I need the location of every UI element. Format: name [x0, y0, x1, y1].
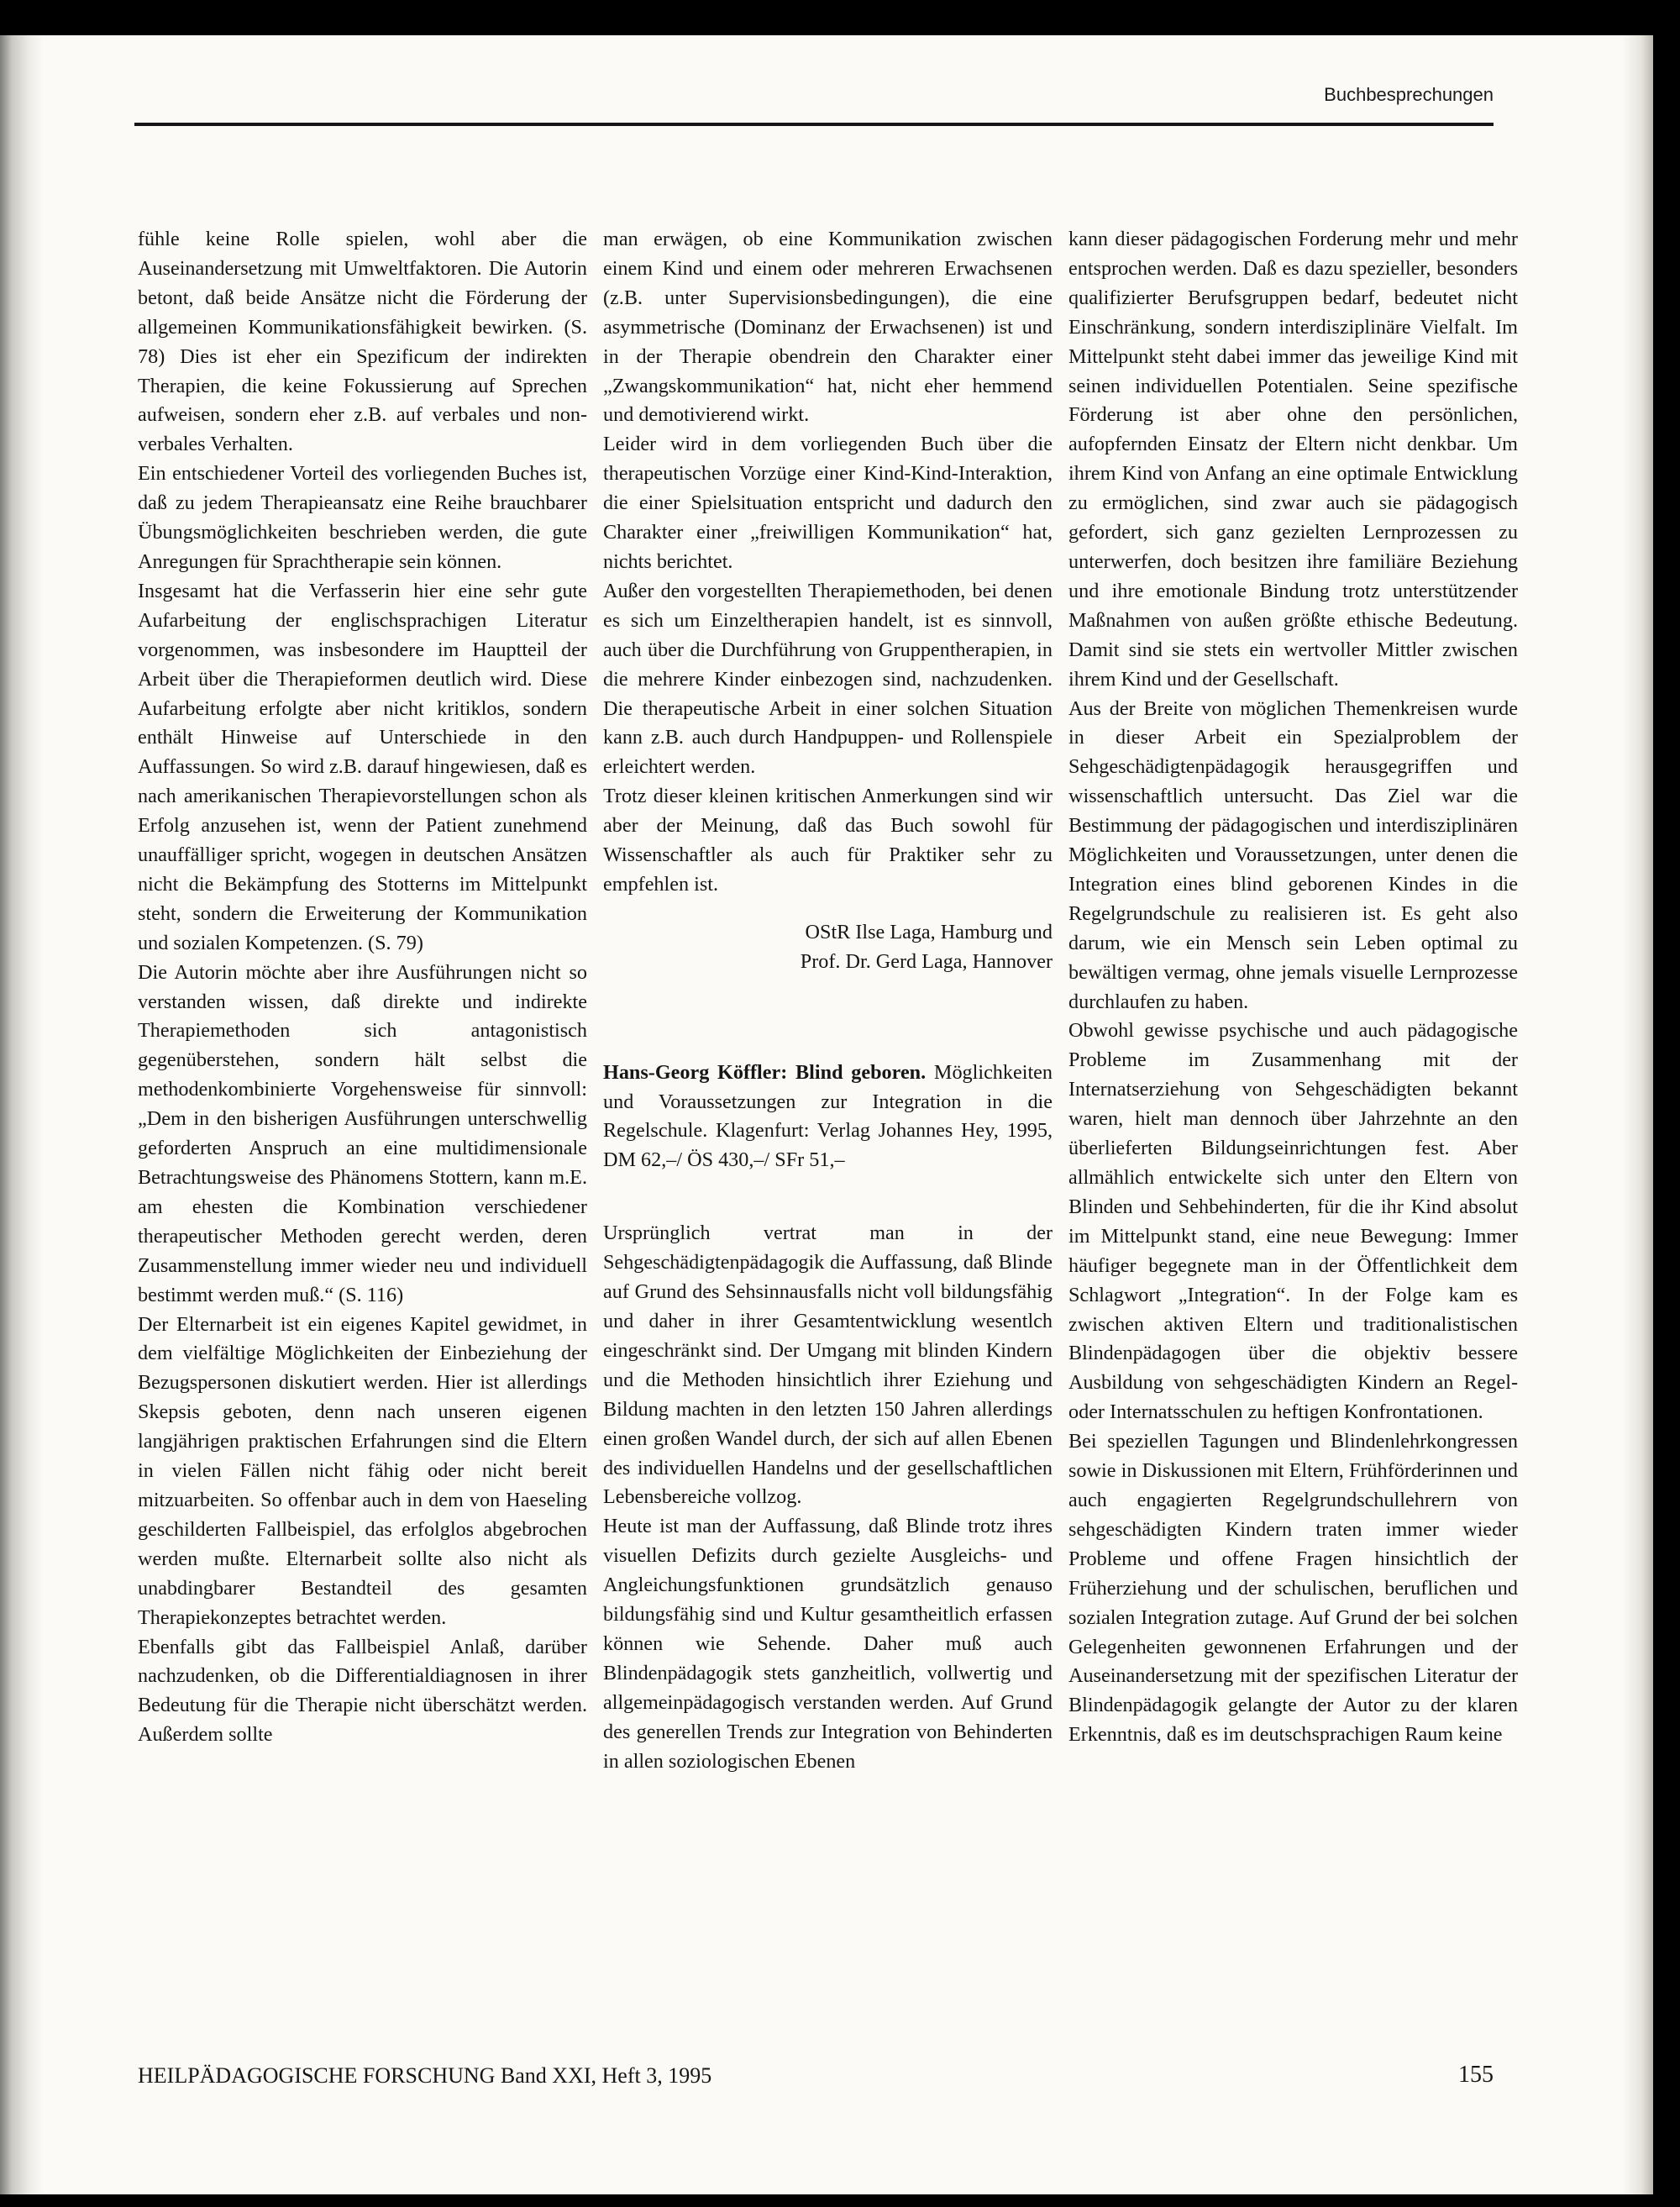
- paragraph: kann dieser pädagogischen Forderung mehr und mehr entsprochen werden. Daß es dazu spezieller, besonders qualifizierter Berufsgruppen bedarf, bedeutet nicht Einschränkung, sondern interdisziplinäre Vielfalt. Im Mittelpunkt steht dabei immer das jeweilige Kind mit seinen individuellen Potentialen. Seine spezifische Förderung ist aber ohne den persönlichen, aufopfernden Einsatz der Eltern nicht denkbar. Um ihrem Kind von Anfang an eine optimale Entwicklung zu ermöglichen, sind zwar auch sie pädagogisch gefordert, sich ganz gezielten Lernprozessen zu unterwerfen, doch besitzen ihre familiäre Beziehung und ihre emotionale Bindung trotz unterstützender Maßnahmen von außen größte ethische Bedeutung. Damit sind sie stets ein wertvoller Mittler zwischen ihrem Kind und der Gesellschaft.: [1068, 228, 1518, 691]
- journal-footer: HEILPÄDAGOGISCHE FORSCHUNG Band XXI, Heft 3, 1995: [138, 2063, 712, 2088]
- running-head: Buchbesprechungen: [1324, 84, 1494, 105]
- paragraph: Die Autorin möchte aber ihre Ausführungen nicht so verstanden wissen, daß direkte und indirekte Therapiemethoden sich antagonistisch gegenüberstehen, sondern hält selbst die methodenkombinierte Vorgehensweise für sinnvoll: „Dem in den bisherigen Ausführungen unterschwellig geforderten Anspruch an eine multidimensionale Betrachtungsweise des Phänomens Stottern, kann m.E. am ehesten die Kombination verschiedener therapeutischer Methoden gerecht werden, deren Zusammenstellung immer wieder neu und individuell bestimmt werden muß.“ (S. 116): [138, 960, 587, 1306]
- paragraph: man erwägen, ob eine Kommunikation zwischen einem Kind und einem oder mehreren Erwachsenen (z.B. unter Supervisionsbedingungen), die eine asymmetrische (Dominanz der Erwachsenen) ist und in der Therapie obendrein den Charakter einer „Zwangskommunikation“ hat, nicht eher hemmend und demotivierend wirkt.: [603, 228, 1053, 427]
- review-citation: Möglichkeiten und Voraussetzungen zur Integration in die Regelschule. Klagenfurt: Verlag Johannes Hey, 1995, DM 62,–/ ÖS 430,–/ SFr 51,–: [603, 1060, 1053, 1172]
- paragraph: Der Elternarbeit ist ein eigenes Kapitel gewidmet, in dem vielfältige Möglichkeiten der Einbeziehung der Bezugspersonen diskutiert werden. Hier ist allerdings Skepsis geboten, denn nach unseren eigenen langjährigen praktischen Erfahrungen sind die Eltern in vielen Fällen nicht fähig oder nicht bereit mitzuarbeiten. So offenbar auch in dem von Haeseling geschilderten Fallbeispiel, das erfolglos abgebrochen werden mußte. Elternarbeit sollte also nicht als unabdingbarer Bestandteil des gesamten Therapiekonzeptes betrachtet werden.: [138, 1312, 587, 1629]
- paragraph: fühle keine Rolle spielen, wohl aber die Auseinandersetzung mit Umweltfaktoren. Die Autorin betont, daß beide Ansätze nicht die Förderung der allgemeinen Kommunikationsfähigkeit bewirken. (S. 78) Dies ist eher ein Spezificum der indirekten Therapien, die keine Fokussierung auf Sprechen aufweisen, sondern eher z.B. auf verbales und non-verbales Verhalten.: [138, 228, 587, 456]
- paragraph: Insgesamt hat die Verfasserin hier eine sehr gute Aufarbeitung der englischsprachigen Literatur vorgenommen, was insbesondere im Hauptteil der Arbeit über die Therapieformen deutlich wird. Diese Aufarbeitung erfolgte aber nicht kritiklos, sondern enthält Hinweise auf Unterschiede in den Auffassungen. So wird z.B. darauf hingewiesen, daß es nach amerikanischen Therapievorstellungen schon als Erfolg anzusehen ist, wenn der Patient zunehmend unauffälliger spricht, wogegen in deutschen Ansätzen nicht die Bekämpfung des Stotterns im Mittelpunkt steht, sondern die Erweiterung der Kommunikation und sozialen Kompetenzen. (S. 79): [138, 579, 587, 954]
- paragraph: Außer den vorgestellten Therapiemethoden, bei denen es sich um Einzeltherapien handelt, ist es sinnvoll, auch über die Durchführung von Gruppentherapien, in die mehrere Kinder einbezogen sind, nachzudenken. Die therapeutische Arbeit in einer solchen Situation kann z.B. auch durch Handpuppen- und Rollenspiele erleichtert werden.: [603, 579, 1053, 779]
- paragraph: Aus der Breite von möglichen Themenkreisen wurde in dieser Arbeit ein Spezialproblem der Sehgeschädigtenpädagogik herausgegriffen und wissenschaftlich untersucht. Das Ziel war die Bestimmung der pädagogischen und interdisziplinären Möglichkeiten und Voraussetzungen, unter denen die Integration eines blind geborenen Kindes in die Regelgrundschule zu realisieren ist. Es geht also darum, wie ein Mensch sein Leben optimal zu bewältigen vermag, ohne jemals visuelle Lernprozesse durchlaufen zu haben.: [1068, 696, 1518, 1013]
- paragraph: Trotz dieser kleinen kritischen Anmerkungen sind wir aber der Meinung, daß das Buch sowohl für Wissenschaftler als auch für Praktiker sehr zu empfehlen ist.: [603, 785, 1053, 896]
- paragraph: Ebenfalls gibt das Fallbeispiel Anlaß, darüber nachzudenken, ob die Differentialdiagnosen in ihrer Bedeutung für die Therapie nicht überschätzt werden. Außerdem sollte: [138, 1635, 587, 1747]
- paragraph: Obwohl gewisse psychische und auch pädagogische Probleme im Zusammenhang mit der Internatserziehung von Sehgeschädigten bekannt waren, hielt man dennoch über Jahrzehnte an den überlieferten Bildungseinrichtungen fest. Aber allmählich entwickelte sich unter den Eltern von Blinden und Sehbehinderten, für die ihr Kind absolut im Mittelpunkt stand, eine neue Bewegung: Immer häufiger begegnete man in der Öffentlichkeit dem Schlagwort „Integration“. In der Folge kam es zwischen aktiven Eltern und traditionalistischen Blindenpädagogen über die objektiv bessere Ausbildung von sehgeschädigten Kindern an Regel- oder Internatsschulen zu heftigen Konfrontationen.: [1068, 1019, 1518, 1424]
- paragraph: Heute ist man der Auffassung, daß Blinde trotz ihres visuellen Defizits durch gezielte Ausgleichs- und Angleichungsfunktionen grundsätzlich genauso bildungsfähig sind und Kultur gesamtheitlich erfassen können wie Sehende. Daher muß auch Blindenpädagogik stets ganzheitlich, vollwertig und allgemeinpädagogisch verstanden werden. Auf Grund des generellen Trends zur Integration von Behinderten in allen soziologischen Ebenen: [603, 1515, 1053, 1773]
- paragraph: Leider wird in dem vorliegenden Buch über die therapeutischen Vorzüge einer Kind-Kind-Interaktion, die einer Spielsituation entspricht und dadurch den Charakter einer „freiwilligen Kommunikation“ hat, nichts berichtet.: [603, 433, 1053, 573]
- text-column-2: [603, 225, 1053, 1777]
- paragraph: Ein entschiedener Vorteil des vorliegenden Buches ist, daß zu jedem Therapieansatz eine Reihe brauchbarer Übungsmöglichkeiten beschrieben werden, die gute Anregungen für Sprachtherapie sein können.: [138, 462, 587, 573]
- review-title: Hans-Georg Köffler: Blind geboren.: [603, 1060, 927, 1084]
- text-column-1: [138, 225, 587, 1750]
- page-left-edge-shadow: [0, 35, 44, 2194]
- reviewer-signature-line-2: Prof. Dr. Gerd Laga, Hannover: [800, 949, 1053, 973]
- text-column-3: [1068, 225, 1518, 1750]
- review-heading: [603, 1059, 1053, 1176]
- page-number: 155: [1458, 2062, 1494, 2088]
- paragraph: Bei speziellen Tagungen und Blindenlehrkongressen sowie in Diskussionen mit Eltern, Frühförderinnen und auch engagierten Regelgrundschullehrern von sehgeschädigten Kindern traten immer wieder Probleme und offene Fragen hinsichtlich der Früherziehung und der schulischen, beruflichen und sozialen Integration zutage. Auf Grund der bei solchen Gelegenheiten gewonnenen Erfahrungen und der Auseinandersetzung mit der spezifischen Literatur der Blindenpädagogik gelangte der Autor zu der klaren Erkenntnis, daß es im deutschsprachigen Raum keine: [1068, 1430, 1518, 1747]
- page-right-edge-shadow: [1623, 35, 1653, 2194]
- paragraph: Ursprünglich vertrat man in der Sehgeschädigtenpädagogik die Auffassung, daß Blinde auf Grund des Sehsinnausfalls nicht voll bildungsfähig und daher in ihrer Gesamtentwicklung wesentlch eingeschränkt sind. Der Umgang mit blinden Kindern und die Methoden hinsichtlich ihrer Eziehung und Bildung machten in den letzten 150 Jahren allerdings einen großen Wandel durch, der sich auf allen Ebenen des individuellen Handelns und der gesellschaftlichen Lebensbereiche vollzog.: [603, 1222, 1053, 1509]
- header-rule: [134, 123, 1494, 126]
- reviewer-signature-line-1: OStR Ilse Laga, Hamburg und: [805, 920, 1053, 943]
